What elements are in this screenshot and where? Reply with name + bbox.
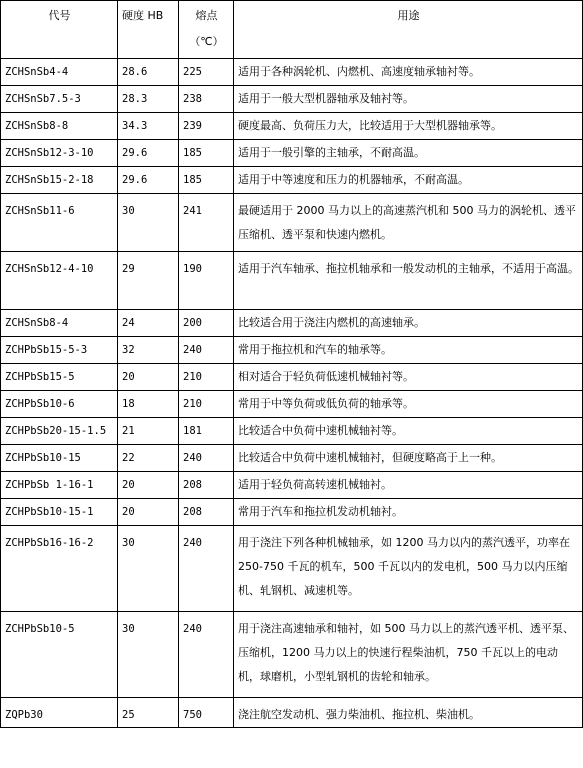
cell-usage: 用于浇注高速轴承和轴衬，如 500 马力以上的蒸汽透平机、透平泵、压缩机，1200 马力以上的快速行程柴油机，750 千瓦以上的电动机，球磨机，小型轧钢机的齿轮和轴承。 (234, 612, 583, 698)
cell-code: ZCHPbSb10-15 (1, 445, 118, 472)
header-melting-unit: （℃） (189, 35, 224, 48)
cell-code: ZCHSnSb4-4 (1, 59, 118, 86)
cell-melting: 240 (179, 445, 234, 472)
cell-usage: 适用于一般大型机器轴承及轴衬等。 (234, 86, 583, 113)
table-row (1, 59, 583, 86)
cell-usage: 常用于汽车和拖拉机发动机轴衬。 (234, 499, 583, 526)
cell-code: ZCHPbSb10-6 (1, 391, 118, 418)
cell-usage: 常用于中等负荷或低负荷的轴承等。 (234, 391, 583, 418)
table-row (1, 612, 583, 698)
cell-melting: 239 (179, 113, 234, 140)
cell-usage: 适用于汽车轴承、拖拉机轴承和一般发动机的主轴承，不适用于高温。 (234, 252, 583, 310)
cell-code: ZCHPbSb10-5 (1, 612, 118, 698)
table-row (1, 337, 583, 364)
cell-hardness: 20 (118, 499, 179, 526)
cell-hardness: 30 (118, 526, 179, 612)
cell-code: ZQPb30 (1, 698, 118, 728)
table-row (1, 86, 583, 113)
cell-usage: 适用于一般引擎的主轴承，不耐高温。 (234, 140, 583, 167)
cell-melting: 190 (179, 252, 234, 310)
cell-hardness: 29.6 (118, 167, 179, 194)
cell-melting: 208 (179, 472, 234, 499)
cell-melting: 210 (179, 364, 234, 391)
cell-melting: 210 (179, 391, 234, 418)
table-row (1, 445, 583, 472)
cell-usage: 硬度最高、负荷压力大，比较适用于大型机器轴承等。 (234, 113, 583, 140)
cell-code: ZCHSnSb8-4 (1, 310, 118, 337)
table-row (1, 194, 583, 252)
cell-melting: 185 (179, 167, 234, 194)
table-row (1, 418, 583, 445)
header-code: 代号 (1, 1, 118, 59)
table-row (1, 391, 583, 418)
cell-code: ZCHPbSb20-15-1.5 (1, 418, 118, 445)
cell-melting: 238 (179, 86, 234, 113)
cell-melting: 200 (179, 310, 234, 337)
cell-hardness: 20 (118, 364, 179, 391)
cell-code: ZCHPbSb 1-16-1 (1, 472, 118, 499)
cell-code: ZCHSnSb11-6 (1, 194, 118, 252)
table-row (1, 526, 583, 612)
cell-hardness: 28.3 (118, 86, 179, 113)
cell-hardness: 25 (118, 698, 179, 728)
cell-code: ZCHPbSb15-5 (1, 364, 118, 391)
cell-code: ZCHSnSb7.5-3 (1, 86, 118, 113)
cell-code: ZCHSnSb12-3-10 (1, 140, 118, 167)
cell-hardness: 29.6 (118, 140, 179, 167)
cell-melting: 181 (179, 418, 234, 445)
table-row (1, 252, 583, 310)
table-row (1, 167, 583, 194)
cell-code: ZCHPbSb15-5-3 (1, 337, 118, 364)
header-hardness: 硬度 HB (118, 1, 179, 59)
cell-usage: 比较适合中负荷中速机械轴衬，但硬度略高于上一种。 (234, 445, 583, 472)
cell-code: ZCHSnSb8-8 (1, 113, 118, 140)
header-melting-point (179, 1, 234, 59)
cell-hardness: 30 (118, 194, 179, 252)
table-row (1, 113, 583, 140)
cell-melting: 185 (179, 140, 234, 167)
header-row (1, 1, 583, 59)
cell-melting: 241 (179, 194, 234, 252)
cell-usage: 最硬适用于 2000 马力以上的高速蒸汽机和 500 马力的涡轮机、透平压缩机、透平泵和快速内燃机。 (234, 194, 583, 252)
cell-code: ZCHPbSb16-16-2 (1, 526, 118, 612)
cell-usage: 相对适合于轻负荷低速机械轴衬等。 (234, 364, 583, 391)
cell-usage: 浇注航空发动机、强力柴油机、拖拉机、柴油机。 (234, 698, 583, 728)
table-row (1, 364, 583, 391)
table-row (1, 698, 583, 728)
cell-hardness: 32 (118, 337, 179, 364)
cell-usage: 常用于拖拉机和汽车的轴承等。 (234, 337, 583, 364)
cell-usage: 适用于中等速度和压力的机器轴承，不耐高温。 (234, 167, 583, 194)
cell-hardness: 29 (118, 252, 179, 310)
header-melting-label: 熔点 (195, 9, 218, 22)
table-row (1, 472, 583, 499)
cell-hardness: 21 (118, 418, 179, 445)
cell-melting: 208 (179, 499, 234, 526)
cell-melting: 225 (179, 59, 234, 86)
cell-hardness: 24 (118, 310, 179, 337)
cell-code: ZCHPbSb10-15-1 (1, 499, 118, 526)
cell-usage: 比较适合用于浇注内燃机的高速轴承。 (234, 310, 583, 337)
cell-hardness: 20 (118, 472, 179, 499)
table-row (1, 499, 583, 526)
cell-hardness: 34.3 (118, 113, 179, 140)
table-row (1, 310, 583, 337)
cell-code: ZCHSnSb12-4-10 (1, 252, 118, 310)
cell-usage: 比较适合中负荷中速机械轴衬等。 (234, 418, 583, 445)
cell-hardness: 28.6 (118, 59, 179, 86)
cell-usage: 适用于各种涡轮机、内燃机、高速度轴承轴衬等。 (234, 59, 583, 86)
cell-melting: 240 (179, 612, 234, 698)
cell-melting: 240 (179, 337, 234, 364)
header-usage: 用途 (234, 1, 583, 59)
cell-usage: 适用于轻负荷高转速机械轴衬。 (234, 472, 583, 499)
cell-usage: 用于浇注下列各种机械轴承，如 1200 马力以内的蒸汽透平，功率在 250-750 千瓦的机车，500 千瓦以内的发电机，500 马力以内压缩机、轧钢机、减速机等。 (234, 526, 583, 612)
cell-code: ZCHSnSb15-2-18 (1, 167, 118, 194)
table-row (1, 140, 583, 167)
cell-hardness: 30 (118, 612, 179, 698)
cell-hardness: 22 (118, 445, 179, 472)
cell-melting: 240 (179, 526, 234, 612)
cell-melting: 750 (179, 698, 234, 728)
cell-hardness: 18 (118, 391, 179, 418)
